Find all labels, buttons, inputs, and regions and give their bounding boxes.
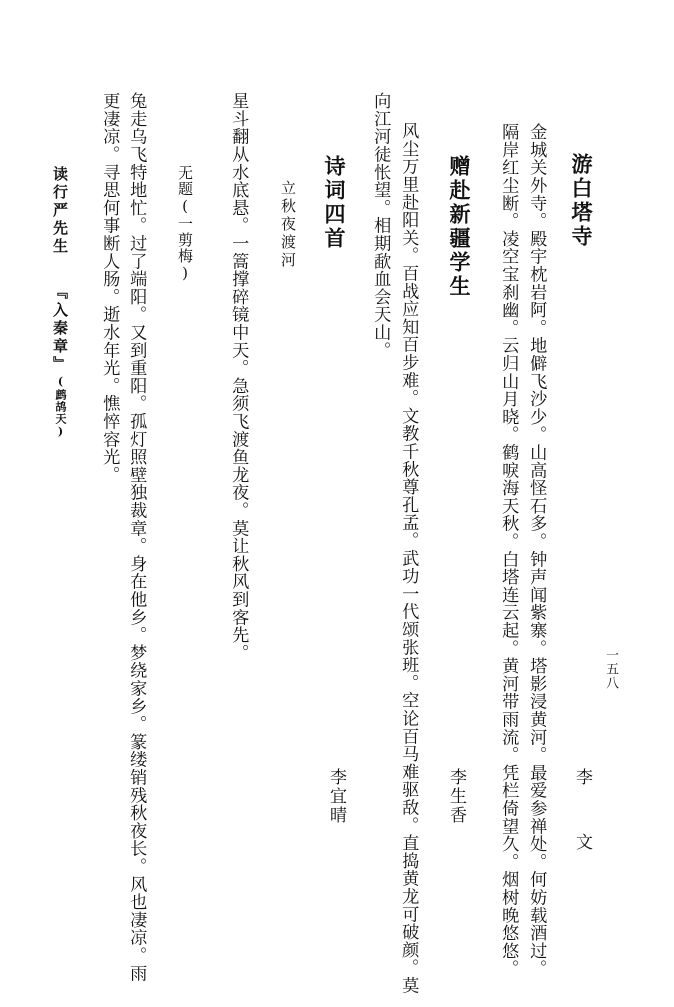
- poem-line: 兔走乌飞特地忙。过了端阳。又到重阳。孤灯照壁独裁章。身在他乡。梦绕家乡。篆缕销残秋夜长。风也凄凉。雨: [126, 92, 147, 982]
- poem-line: 星斗翻从水底悬。一篙撑碎镜中天。急须飞渡鱼龙夜。莫让秋风到客先。: [228, 92, 249, 662]
- poem-line: 隔岸红尘断。凌空宝刹幽。云归山月晓。鹤唳海天秋。白塔连云起。黄河带雨流。凭栏倚望久。烟树晚悠悠。: [498, 123, 519, 978]
- poem-author-2: 李生香: [446, 768, 466, 825]
- section-title: 诗词四首: [322, 155, 347, 251]
- poem-title-3: 立秋夜渡河: [279, 180, 297, 270]
- poem-title-1: 游白塔寺: [569, 153, 594, 249]
- poem-line: 金城关外寺。殿宇枕岩阿。地僻飞沙少。山高怪石多。钟声闻紫寨。塔影浸黄河。最爱参禅处。何妨载酒过。: [526, 123, 547, 978]
- poem-quote-5: 『入秦章』: [51, 284, 69, 374]
- poem-line: 向江河徒怅望。相期歃血会天山。: [370, 92, 391, 359]
- page-number: 一五八: [603, 648, 618, 690]
- section-author: 李宜晴: [326, 768, 346, 825]
- poem-line: 更凄凉。寻思何事断人肠。逝水年光。憔悴容光。: [99, 92, 120, 484]
- poem-title-5: 读行严先生: [51, 166, 69, 256]
- poem-title-4: 无题(一剪梅): [176, 165, 194, 283]
- poem-note-5: (鹧鸪天): [54, 375, 67, 439]
- poem-title-2: 赠赴新疆学生: [447, 155, 472, 299]
- poem-line: 风尘万里赴阳关。百战应知百步难。文教千秋尊孔孟。武功一代颂张班。空论百马难驱敌。直捣黄龙可破颜。莫: [398, 122, 419, 995]
- poem-author-1: 李 文: [572, 768, 592, 864]
